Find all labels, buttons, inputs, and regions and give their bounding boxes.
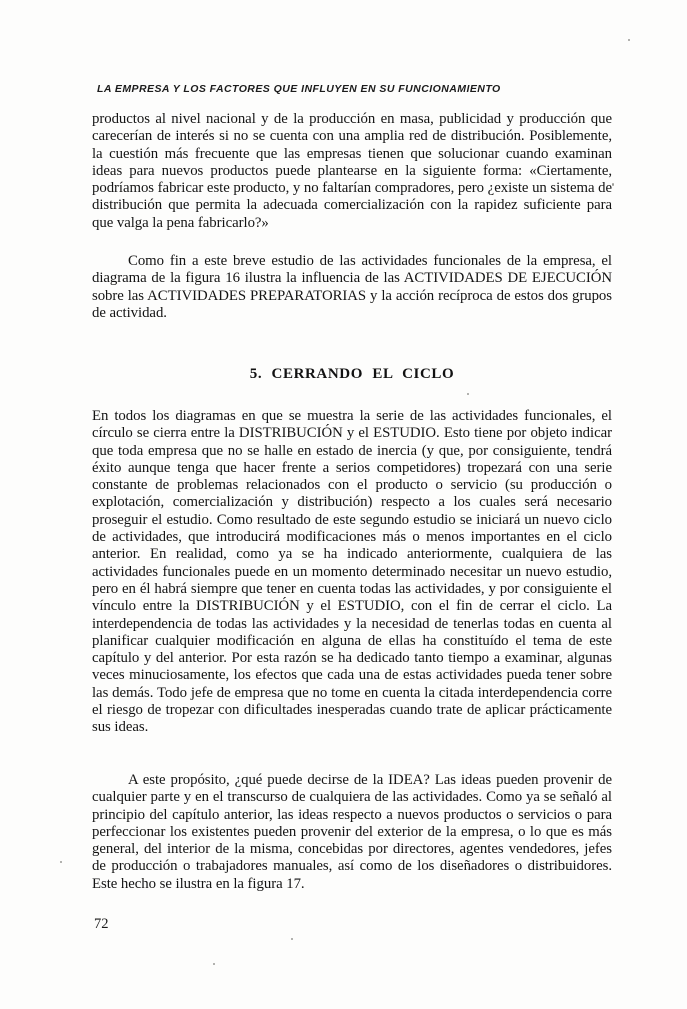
paragraph: Como fin a este breve estudio de las actividades funcionales de la empresa, el diagrama de la figura 16 ilustra la influencia de las ACTIVIDADES DE EJECUCIÓN sobre las ACTIVIDADES PREPARATORIAS y la acción recíproca de estos dos grupos de actividad.	[92, 253, 612, 321]
page-number: 72	[94, 916, 109, 932]
scan-speck	[612, 183, 614, 186]
running-header: LA EMPRESA Y LOS FACTORES QUE INFLUYEN EN SU FUNCIONAMIENTO	[97, 83, 501, 95]
scan-speck	[213, 963, 215, 965]
paragraph: En todos los diagramas en que se muestra la serie de las actividades funcionales, el círculo se cierra entre la DISTRIBUCIÓN y el ESTUDIO. Esto tiene por objeto indicar que toda empresa que no se halle en estado de inercia (y que, por consiguiente, tendrá éxito aunque tenga que hacer frente a serios competidores) tropezará con una serie constante de problemas relacionados con el producto o servicio (su producción o explotación, comercialización y distribución) respecto a los cuales será necesario proseguir el estudio. Como resultado de este segundo estudio se iniciará un nuevo ciclo de actividades, que introducirá modificaciones más o menos importantes en el ciclo anterior. En realidad, como ya se ha indicado anteriormente, cualquiera de las actividades funcionales puede en un momento determinado necesitar un nuevo estudio, pero en él habrá siempre que tener en cuenta todas las actividades, y por consiguiente el vínculo entre la DISTRIBUCIÓN y el ESTUDIO, con el fin de cerrar el ciclo. La interdependencia de todas las actividades y la necesidad de tenerlas todas en cuenta al planificar cualquier modificación en alguna de ellas ha constituído el tema de este capítulo y del anterior. Por esta razón se ha dedicado tanto tiempo a examinar, algunas veces minuciosamente, los efectos que cada una de estas actividades pueda tener sobre las demás. Todo jefe de empresa que no tome en cuenta la citada interdependencia corre el riesgo de tropezar con dificultades inesperadas cuando trate de aplicar prácticamente sus ideas.	[92, 408, 612, 736]
section-heading: 5. CERRANDO EL CICLO	[249, 366, 455, 382]
scan-speck	[628, 39, 630, 41]
scan-speck	[291, 938, 293, 940]
paragraph: A este propósito, ¿qué puede decirse de la IDEA? Las ideas pueden provenir de cualquier parte y en el transcurso de cualquiera de las actividades. Como ya se señaló al principio del capítulo anterior, las ideas respecto a nuevos productos o servicios o para perfeccionar los existentes pueden provenir del exterior de la empresa, o lo que es más general, del interior de la misma, concebidas por directores, agentes vendedores, jefes de producción o trabajadores manuales, así como de los diseñadores o distribuidores. Este hecho se ilustra en la figura 17.	[92, 772, 612, 892]
paragraph-continuation: productos al nivel nacional y de la producción en masa, publicidad y producción que carecerían de interés si no se cuenta con una amplia red de distribución. Posiblemente, la cuestión más frecuente que las empresas tienen que solucionar cuando examinan ideas para nuevos productos puede plantearse en la siguiente forma: «Ciertamente, podríamos fabricar este producto, y no faltarían compradores, pero ¿existe un sistema de distribución que permita la adecuada comercialización con la rapidez suficiente para que valga la pena fabricarlo?»	[92, 111, 612, 231]
scan-speck	[60, 861, 62, 863]
scan-speck	[467, 393, 469, 395]
